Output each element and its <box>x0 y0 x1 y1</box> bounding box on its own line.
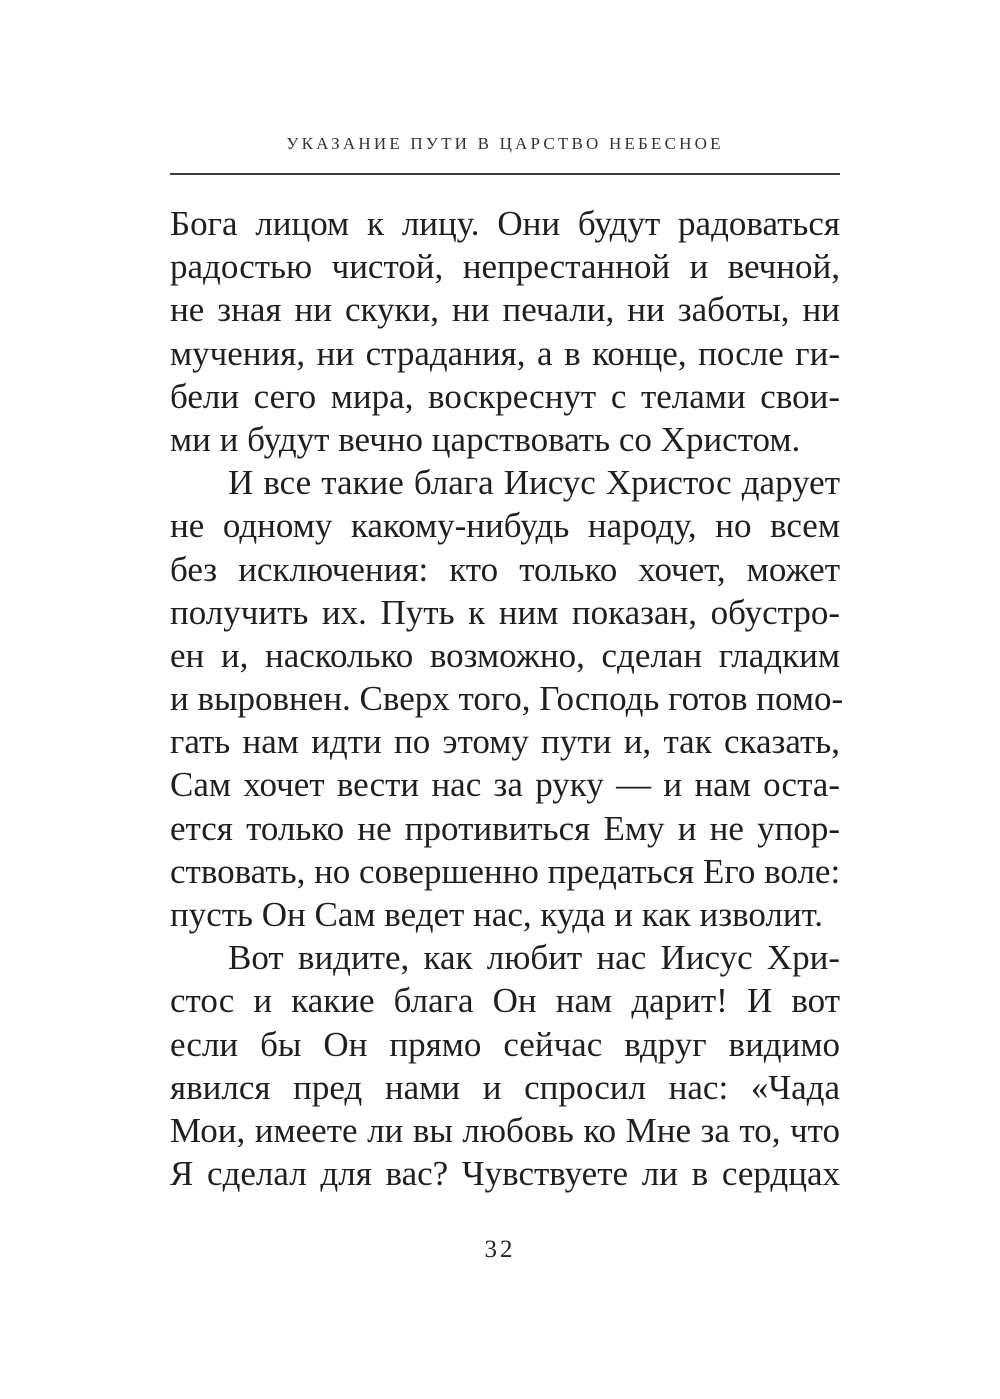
text-line: пусть Он Сам ведет нас, куда и как изволит. <box>170 895 824 934</box>
text-line: бели сего мира, воскреснут с телами свои- <box>170 376 840 416</box>
text-line: ми и будут вечно царствовать со Христом. <box>170 419 801 459</box>
text-line: радостью чистой, непрестанной и вечной, <box>170 247 840 287</box>
running-title: УКАЗАНИЕ ПУТИ В ЦАРСТВО НЕБЕСНОЕ <box>286 134 724 153</box>
text-line: явился пред нами и спросил нас: «Чада <box>170 1067 840 1107</box>
text-line: без исключения: кто только хочет, может <box>170 549 840 589</box>
text-line: ствовать, но совершенно предаться Его воле: <box>170 851 841 891</box>
body-text <box>170 202 844 1195</box>
header-rule <box>170 173 840 175</box>
text-line: ется только не противиться Ему и не упор- <box>170 808 840 848</box>
text-line: получить их. Путь к ним показан, обустро- <box>170 592 840 632</box>
text-line: если бы Он прямо сейчас вдруг видимо <box>170 1024 840 1064</box>
page-number: 32 <box>484 1236 516 1263</box>
text-line: ен и, насколько возможно, сделан гладким <box>170 635 840 675</box>
text-line: И все такие блага Иисус Христос дарует <box>228 463 840 503</box>
text-line: Я сделал для вас? Чувствуете ли в сердцах <box>170 1154 840 1194</box>
text-line: стос и какие блага Он нам дарит! И вот <box>170 981 840 1021</box>
text-line: Сам хочет вести нас за руку — и нам оста- <box>170 765 840 805</box>
text-line: мучения, ни страдания, а в конце, после ги- <box>170 333 840 373</box>
text-line: не одному какому-нибудь народу, но всем <box>170 506 840 546</box>
text-line: Вот видите, как любит нас Иисус Хри- <box>228 938 840 978</box>
text-line: Бога лицом к лицу. Они будут радоваться <box>170 204 840 243</box>
text-line: и выровнен. Сверх того, Господь готов помо- <box>170 679 844 719</box>
text-line: Мои, имеете ли вы любовь ко Мне за то, что <box>170 1110 840 1150</box>
text-line: не зная ни скуки, ни печали, ни заботы, ни <box>170 290 840 330</box>
text-line: гать нам идти по этому пути и, так сказать, <box>170 722 840 762</box>
